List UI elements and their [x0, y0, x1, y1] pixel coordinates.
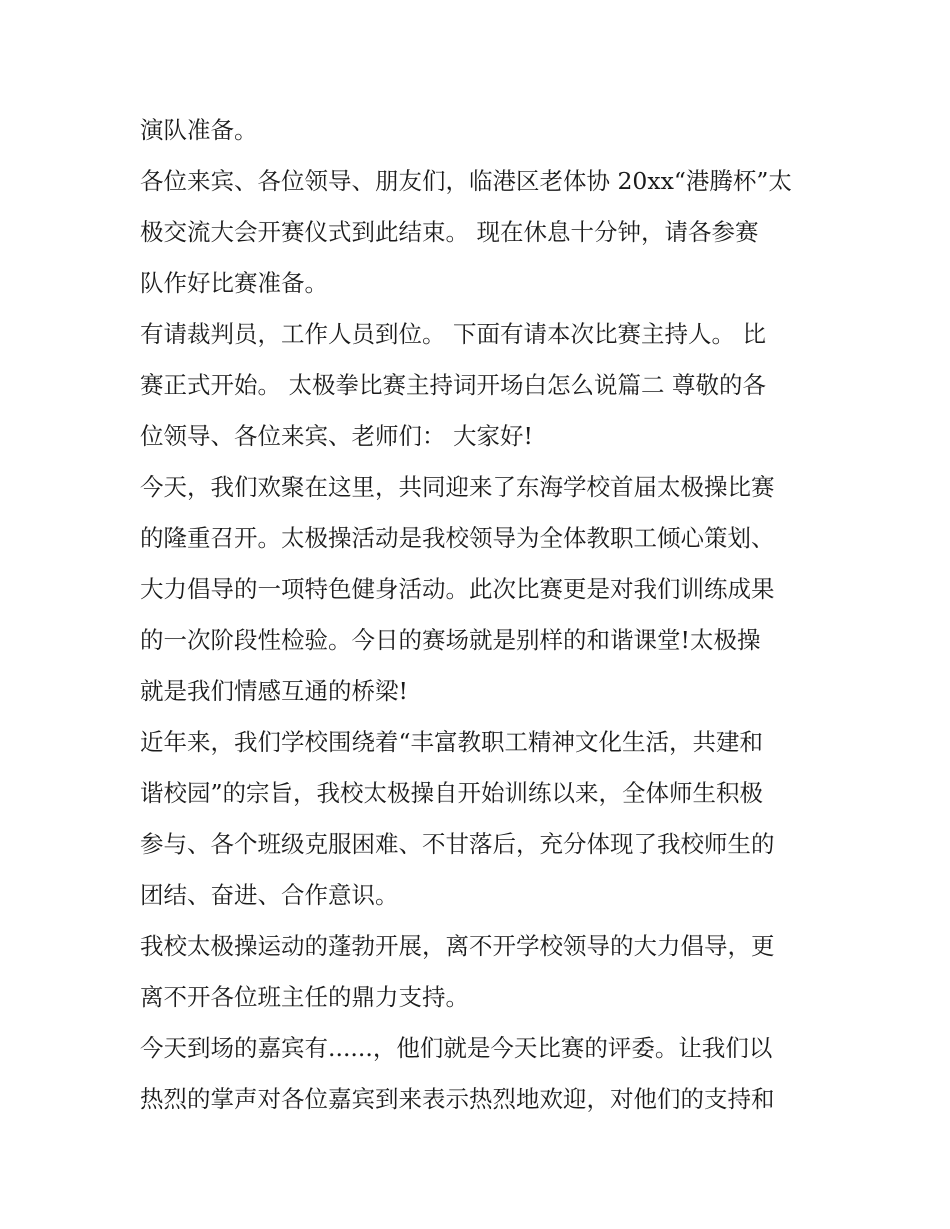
- text-line: 有请裁判员，工作人员到位。 下面有请本次比赛主持人。 比: [140, 320, 766, 348]
- text-line: 各位来宾、各位领导、朋友们，临港区老体协 20xx“港腾杯”太: [140, 167, 792, 195]
- text-line: 我校太极操运动的蓬勃开展，离不开学校领导的大力倡导，更: [140, 932, 775, 960]
- text-line: 谐校园”的宗旨，我校太极操自开始训练以来，全体师生积极: [140, 779, 764, 807]
- text-line: 热烈的掌声对各位嘉宾到来表示热烈地欢迎，对他们的支持和: [140, 1085, 775, 1113]
- text-line: 赛正式开始。 太极拳比赛主持词开场白怎么说篇二 尊敬的各: [140, 371, 766, 399]
- text-line: 今天，我们欢聚在这里，共同迎来了东海学校首届太极操比赛: [140, 473, 775, 501]
- text-line: 就是我们情感互通的桥梁!: [140, 677, 408, 705]
- text-line: 团结、奋进、合作意识。: [140, 881, 399, 909]
- text-line: 极交流大会开赛仪式到此结束。 现在休息十分钟，请各参赛: [140, 218, 759, 246]
- text-line: 队作好比赛准备。: [140, 269, 328, 297]
- text-line: 今天到场的嘉宾有......，他们就是今天比赛的评委。让我们以: [140, 1034, 773, 1062]
- text-line: 的隆重召开。太极操活动是我校领导为全体教职工倾心策划、: [140, 524, 775, 552]
- text-line: 大力倡导的一项特色健身活动。此次比赛更是对我们训练成果: [140, 575, 775, 603]
- document-body: [140, 105, 815, 1125]
- text-line: 演队准备。: [140, 116, 258, 144]
- text-line: 参与、各个班级克服困难、不甘落后，充分体现了我校师生的: [140, 830, 775, 858]
- text-line: 近年来，我们学校围绕着“丰富教职工精神文化生活，共建和: [140, 728, 764, 756]
- text-line: 离不开各位班主任的鼎力支持。: [140, 983, 469, 1011]
- text-line: 的一次阶段性检验。今日的赛场就是别样的和谐课堂!太极操: [140, 626, 761, 654]
- text-line: 位领导、各位来宾、老师们： 大家好!: [140, 422, 533, 450]
